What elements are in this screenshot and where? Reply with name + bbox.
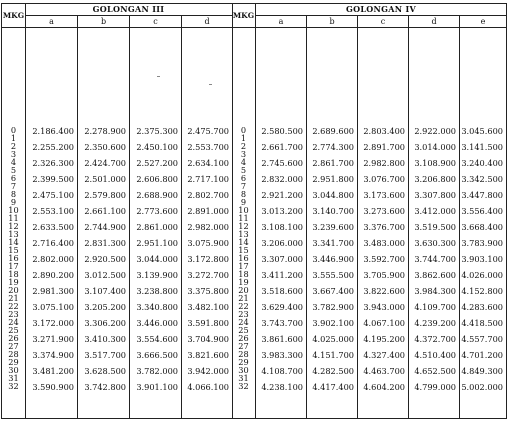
mkg-value-right: 2	[240, 141, 247, 151]
mkg-value-left: 30	[8, 365, 19, 375]
table-cell-golongan-iv-c: 3.943.000	[363, 302, 405, 312]
column-header-right-c: c	[380, 17, 386, 26]
mkg-value-right: 3	[240, 149, 247, 159]
column-header-right-e: e	[480, 17, 486, 26]
table-cell-golongan-iii-c: 2.606.800	[136, 174, 178, 184]
table-cell-golongan-iii-c: 3.666.500	[136, 350, 178, 360]
table-cell-golongan-iii-a: 2.475.100	[32, 190, 74, 200]
table-cell-golongan-iv-d: 4.109.700	[414, 302, 456, 312]
table-cell-golongan-iv-e: 3.342.500	[461, 174, 503, 184]
table-cell-golongan-iv-a: 3.108.100	[261, 222, 303, 232]
table-cell-golongan-iv-b: 4.282.500	[312, 366, 354, 376]
table-cell-golongan-iii-c: 2.861.000	[136, 222, 178, 232]
table-cell-golongan-iii-b: 3.012.500	[84, 270, 126, 280]
mkg-value-right: 11	[238, 213, 249, 223]
mkg-value-left: 18	[8, 269, 19, 279]
mkg-value-left: 29	[8, 357, 19, 367]
table-cell-golongan-iv-b: 3.140.700	[312, 206, 354, 216]
mkg-value-left: 8	[10, 189, 17, 199]
mkg-value-right: 16	[238, 253, 249, 263]
table-cell-golongan-iii-a: 2.890.200	[32, 270, 74, 280]
table-cell-golongan-iii-d: 2.802.700	[187, 190, 229, 200]
table-cell-golongan-iv-b: 2.861.700	[312, 158, 354, 168]
table-cell-golongan-iii-b: 2.831.300	[84, 238, 126, 248]
table-cell-golongan-iii-d: 3.482.100	[187, 302, 229, 312]
table-cell-golongan-iii-a: 3.374.900	[32, 350, 74, 360]
mkg-value-right: 27	[238, 341, 249, 351]
mkg-value-right: 8	[240, 189, 247, 199]
table-cell-golongan-iii-c: 2.450.100	[136, 142, 178, 152]
table-cell-golongan-iv-e: 3.903.100	[461, 254, 503, 264]
table-cell-golongan-iv-e: 3.045.600	[461, 126, 503, 136]
table-cell-golongan-iii-d: 3.704.900	[187, 334, 229, 344]
table-cell-golongan-iv-a: 3.411.200	[261, 270, 303, 280]
table-cell-golongan-iii-b: 2.579.800	[84, 190, 126, 200]
table-cell-golongan-iv-d: 3.519.500	[414, 222, 456, 232]
mkg-value-right: 15	[238, 245, 249, 255]
table-cell-golongan-iv-c: 2.803.400	[363, 126, 405, 136]
table-cell-golongan-iii-c: 2.688.900	[136, 190, 178, 200]
table-cell-golongan-iv-d: 4.239.200	[414, 318, 456, 328]
table-cell-golongan-iii-a: 3.075.100	[32, 302, 74, 312]
table-cell-golongan-iii-d: 2.982.000	[187, 222, 229, 232]
table-cell-golongan-iv-c: 3.483.000	[363, 238, 405, 248]
header-rule	[25, 15, 232, 16]
mkg-value-left: 0	[10, 125, 17, 135]
table-cell-golongan-iv-c: 3.173.600	[363, 190, 405, 200]
table-cell-golongan-iv-c: 4.067.100	[363, 318, 405, 328]
table-cell-golongan-iv-b: 2.689.600	[312, 126, 354, 136]
table-cell-golongan-iii-b: 2.661.100	[84, 206, 126, 216]
table-cell-golongan-iv-c: 2.982.800	[363, 158, 405, 168]
table-cell-golongan-iv-e: 4.026.000	[461, 270, 503, 280]
table-cell-golongan-iv-d: 3.108.900	[414, 158, 456, 168]
table-cell-golongan-iii-a: 3.271.900	[32, 334, 74, 344]
table-cell-golongan-iii-c: 3.446.000	[136, 318, 178, 328]
table-cell-golongan-iii-d: 2.634.100	[187, 158, 229, 168]
table-cell-golongan-iv-c: 4.604.200	[363, 382, 405, 392]
mkg-value-left: 26	[8, 333, 19, 343]
mkg-value-right: 6	[240, 173, 247, 183]
group-header-left: GOLONGAN III	[92, 4, 165, 14]
table-cell-golongan-iv-e: 4.557.700	[461, 334, 503, 344]
header-rule	[2, 27, 507, 28]
table-cell-golongan-iii-c: 2.527.200	[136, 158, 178, 168]
header-rule	[255, 15, 507, 16]
mkg-value-right: 22	[238, 301, 249, 311]
table-cell-golongan-iii-a: 2.399.500	[32, 174, 74, 184]
table-cell-golongan-iv-d: 3.412.000	[414, 206, 456, 216]
table-cell-golongan-iv-a: 3.983.300	[261, 350, 303, 360]
mkg-header-left: MKG	[2, 11, 25, 20]
table-cell-golongan-iv-a: 3.518.600	[261, 286, 303, 296]
table-cell-golongan-iv-a: 3.307.000	[261, 254, 303, 264]
table-cell-golongan-iii-b: 3.628.500	[84, 366, 126, 376]
table-cell-golongan-iii-b: 3.205.200	[84, 302, 126, 312]
table-cell-golongan-iii-c: 3.901.100	[136, 382, 178, 392]
mkg-value-right: 26	[238, 333, 249, 343]
table-cell-golongan-iv-e: 4.701.200	[461, 350, 503, 360]
table-cell-golongan-iv-a: 2.580.500	[261, 126, 303, 136]
table-cell-golongan-iv-d: 4.510.400	[414, 350, 456, 360]
table-cell-golongan-iii-d: 2.475.700	[187, 126, 229, 136]
mkg-value-right: 29	[238, 357, 249, 367]
mkg-value-right: 9	[240, 197, 247, 207]
table-cell-golongan-iii-b: 2.424.700	[84, 158, 126, 168]
column-header-right-a: a	[278, 17, 284, 26]
table-cell-golongan-iv-c: 4.327.400	[363, 350, 405, 360]
table-cell-golongan-iv-d: 4.652.500	[414, 366, 456, 376]
mkg-value-left: 7	[10, 181, 17, 191]
table-cell-golongan-iii-a: 3.481.200	[32, 366, 74, 376]
mkg-value-right: 31	[238, 373, 249, 383]
table-cell-golongan-iii-c: 2.375.300	[136, 126, 178, 136]
mkg-value-right: 7	[240, 181, 247, 191]
table-cell-golongan-iii-a: 2.981.300	[32, 286, 74, 296]
table-cell-golongan-iv-e: 3.668.400	[461, 222, 503, 232]
table-cell-golongan-iv-b: 2.774.300	[312, 142, 354, 152]
table-cell-golongan-iii-d: 3.272.700	[187, 270, 229, 280]
mkg-value-left: 22	[8, 301, 19, 311]
mkg-value-left: 15	[8, 245, 19, 255]
table-cell-golongan-iv-e: 4.152.800	[461, 286, 503, 296]
table-cell-golongan-iii-c: 3.139.900	[136, 270, 178, 280]
mkg-value-left: 31	[8, 373, 19, 383]
table-cell-golongan-iii-b: 3.306.200	[84, 318, 126, 328]
table-cell-golongan-iv-c: 3.822.600	[363, 286, 405, 296]
table-cell-golongan-iv-e: 4.418.500	[461, 318, 503, 328]
table-cell-golongan-iv-d: 3.984.300	[414, 286, 456, 296]
table-cell-golongan-iv-a: 3.629.400	[261, 302, 303, 312]
table-cell-golongan-iii-a: 2.255.200	[32, 142, 74, 152]
table-cell-golongan-iii-a: 2.802.000	[32, 254, 74, 264]
table-cell-golongan-iii-b: 2.278.900	[84, 126, 126, 136]
mkg-value-right: 14	[238, 237, 249, 247]
mkg-value-right: 17	[238, 261, 249, 271]
table-cell-golongan-iv-d: 4.799.000	[414, 382, 456, 392]
mkg-value-right: 20	[238, 285, 249, 295]
table-cell-golongan-iii-d: 2.553.700	[187, 142, 229, 152]
table-cell-golongan-iv-d: 3.744.700	[414, 254, 456, 264]
table-cell-golongan-iii-a: 2.553.100	[32, 206, 74, 216]
table-cell-golongan-iv-c: 3.592.700	[363, 254, 405, 264]
table-cell-golongan-iv-d: 3.630.300	[414, 238, 456, 248]
mkg-value-left: 19	[8, 277, 19, 287]
table-cell-golongan-iii-c: 3.238.800	[136, 286, 178, 296]
table-cell-golongan-iv-b: 3.341.700	[312, 238, 354, 248]
column-header-right-b: b	[329, 17, 335, 26]
table-cell-golongan-iv-e: 3.240.400	[461, 158, 503, 168]
mkg-value-left: 14	[8, 237, 19, 247]
table-cell-golongan-iii-b: 2.744.900	[84, 222, 126, 232]
mkg-value-left: 5	[10, 165, 17, 175]
table-cell-golongan-iii-b: 3.410.300	[84, 334, 126, 344]
mkg-value-right: 19	[238, 277, 249, 287]
table-cell-golongan-iv-b: 4.151.700	[312, 350, 354, 360]
table-cell-golongan-iv-c: 4.195.200	[363, 334, 405, 344]
mkg-value-right: 30	[238, 365, 249, 375]
mkg-value-right: 23	[238, 309, 249, 319]
table-cell-golongan-iv-b: 3.044.800	[312, 190, 354, 200]
table-cell-golongan-iii-b: 3.742.800	[84, 382, 126, 392]
table-cell-golongan-iii-d: 3.172.800	[187, 254, 229, 264]
table-cell-golongan-iv-a: 3.013.200	[261, 206, 303, 216]
table-cell-golongan-iv-c: 4.463.700	[363, 366, 405, 376]
mkg-value-right: 1	[240, 133, 247, 143]
mkg-value-right: 4	[240, 157, 247, 167]
mkg-header-right: MKG	[232, 11, 255, 20]
mkg-value-right: 10	[238, 205, 249, 215]
mkg-value-right: 13	[238, 229, 249, 239]
scan-speck	[157, 76, 160, 77]
mkg-value-left: 20	[8, 285, 19, 295]
table-cell-golongan-iii-d: 3.591.800	[187, 318, 229, 328]
mkg-value-right: 32	[238, 381, 249, 391]
mkg-value-left: 24	[8, 317, 19, 327]
mkg-value-left: 9	[10, 197, 17, 207]
table-cell-golongan-iii-d: 4.066.100	[187, 382, 229, 392]
table-cell-golongan-iv-a: 3.743.700	[261, 318, 303, 328]
table-cell-golongan-iv-d: 4.372.700	[414, 334, 456, 344]
mkg-value-right: 5	[240, 165, 247, 175]
table-cell-golongan-iii-d: 3.075.900	[187, 238, 229, 248]
table-cell-golongan-iii-a: 2.186.400	[32, 126, 74, 136]
table-cell-golongan-iii-d: 3.821.600	[187, 350, 229, 360]
table-cell-golongan-iv-e: 5.002.000	[461, 382, 503, 392]
table-cell-golongan-iv-a: 3.206.000	[261, 238, 303, 248]
mkg-value-left: 27	[8, 341, 19, 351]
mkg-value-left: 12	[8, 221, 19, 231]
table-cell-golongan-iii-a: 3.590.900	[32, 382, 74, 392]
table-cell-golongan-iv-d: 2.922.000	[414, 126, 456, 136]
table-cell-golongan-iv-b: 4.417.400	[312, 382, 354, 392]
mkg-value-right: 21	[238, 293, 249, 303]
mkg-value-left: 21	[8, 293, 19, 303]
column-header-left-c: c	[153, 17, 158, 26]
mkg-value-left: 1	[10, 133, 17, 143]
mkg-value-left: 23	[8, 309, 19, 319]
table-cell-golongan-iv-b: 3.555.500	[312, 270, 354, 280]
mkg-value-left: 25	[8, 325, 19, 335]
table-cell-golongan-iii-c: 2.773.600	[136, 206, 178, 216]
table-cell-golongan-iii-d: 2.891.000	[187, 206, 229, 216]
table-cell-golongan-iv-e: 3.447.800	[461, 190, 503, 200]
table-cell-golongan-iv-a: 2.745.600	[261, 158, 303, 168]
table-cell-golongan-iii-d: 2.717.100	[187, 174, 229, 184]
table-cell-golongan-iii-c: 3.340.800	[136, 302, 178, 312]
table-cell-golongan-iv-b: 3.667.400	[312, 286, 354, 296]
mkg-value-right: 25	[238, 325, 249, 335]
table-cell-golongan-iv-b: 3.782.900	[312, 302, 354, 312]
table-cell-golongan-iv-a: 3.861.600	[261, 334, 303, 344]
table-cell-golongan-iv-a: 2.661.700	[261, 142, 303, 152]
mkg-value-right: 28	[238, 349, 249, 359]
table-cell-golongan-iv-d: 3.014.000	[414, 142, 456, 152]
table-cell-golongan-iii-b: 2.501.000	[84, 174, 126, 184]
mkg-value-left: 4	[10, 157, 17, 167]
table-cell-golongan-iv-b: 2.951.800	[312, 174, 354, 184]
mkg-value-left: 13	[8, 229, 19, 239]
table-cell-golongan-iii-b: 2.350.600	[84, 142, 126, 152]
mkg-value-left: 28	[8, 349, 19, 359]
mkg-value-right: 12	[238, 221, 249, 231]
table-cell-golongan-iii-d: 3.942.000	[187, 366, 229, 376]
table-cell-golongan-iii-b: 3.517.700	[84, 350, 126, 360]
table-cell-golongan-iv-c: 2.891.700	[363, 142, 405, 152]
table-cell-golongan-iv-b: 3.239.600	[312, 222, 354, 232]
table-cell-golongan-iii-a: 2.326.300	[32, 158, 74, 168]
mkg-value-left: 6	[10, 173, 17, 183]
table-cell-golongan-iv-e: 3.783.900	[461, 238, 503, 248]
table-cell-golongan-iii-b: 2.920.500	[84, 254, 126, 264]
column-header-left-d: d	[204, 17, 210, 26]
mkg-value-left: 2	[10, 141, 17, 151]
table-cell-golongan-iii-a: 2.633.500	[32, 222, 74, 232]
table-cell-golongan-iv-b: 3.446.900	[312, 254, 354, 264]
table-cell-golongan-iii-c: 3.782.000	[136, 366, 178, 376]
group-header-right: GOLONGAN IV	[345, 4, 417, 14]
table-cell-golongan-iv-c: 3.076.700	[363, 174, 405, 184]
table-cell-golongan-iii-c: 3.044.000	[136, 254, 178, 264]
mkg-value-left: 10	[8, 205, 19, 215]
table-cell-golongan-iv-c: 3.705.900	[363, 270, 405, 280]
mkg-value-left: 3	[10, 149, 17, 159]
table-cell-golongan-iv-a: 4.238.100	[261, 382, 303, 392]
mkg-value-left: 11	[8, 213, 19, 223]
mkg-value-right: 0	[240, 125, 247, 135]
table-cell-golongan-iv-c: 3.273.600	[363, 206, 405, 216]
table-cell-golongan-iii-c: 3.554.600	[136, 334, 178, 344]
table-cell-golongan-iv-e: 3.141.500	[461, 142, 503, 152]
table-cell-golongan-iv-e: 4.849.300	[461, 366, 503, 376]
column-header-left-b: b	[100, 17, 107, 26]
column-header-right-d: d	[431, 17, 437, 26]
table-cell-golongan-iv-b: 3.902.100	[312, 318, 354, 328]
table-cell-golongan-iv-b: 4.025.000	[312, 334, 354, 344]
table-cell-golongan-iv-e: 4.283.600	[461, 302, 503, 312]
table-cell-golongan-iv-a: 2.832.000	[261, 174, 303, 184]
table-cell-golongan-iv-c: 3.376.700	[363, 222, 405, 232]
mkg-value-right: 24	[238, 317, 249, 327]
salary-table	[1, 3, 507, 419]
table-cell-golongan-iv-a: 2.921.200	[261, 190, 303, 200]
table-cell-golongan-iii-d: 3.375.800	[187, 286, 229, 296]
table-cell-golongan-iv-d: 3.862.600	[414, 270, 456, 280]
table-cell-golongan-iv-e: 3.556.400	[461, 206, 503, 216]
mkg-value-left: 16	[8, 253, 19, 263]
table-cell-golongan-iii-c: 2.951.100	[136, 238, 178, 248]
table-cell-golongan-iii-b: 3.107.400	[84, 286, 126, 296]
column-header-left-a: a	[49, 17, 54, 26]
table-cell-golongan-iv-d: 3.307.800	[414, 190, 456, 200]
mkg-value-left: 17	[8, 261, 19, 271]
table-cell-golongan-iii-a: 2.716.400	[32, 238, 74, 248]
mkg-value-left: 32	[8, 381, 19, 391]
table-cell-golongan-iv-d: 3.206.800	[414, 174, 456, 184]
mkg-value-right: 18	[238, 269, 249, 279]
scan-speck	[209, 84, 212, 85]
table-cell-golongan-iv-a: 4.108.700	[261, 366, 303, 376]
table-cell-golongan-iii-a: 3.172.000	[32, 318, 74, 328]
